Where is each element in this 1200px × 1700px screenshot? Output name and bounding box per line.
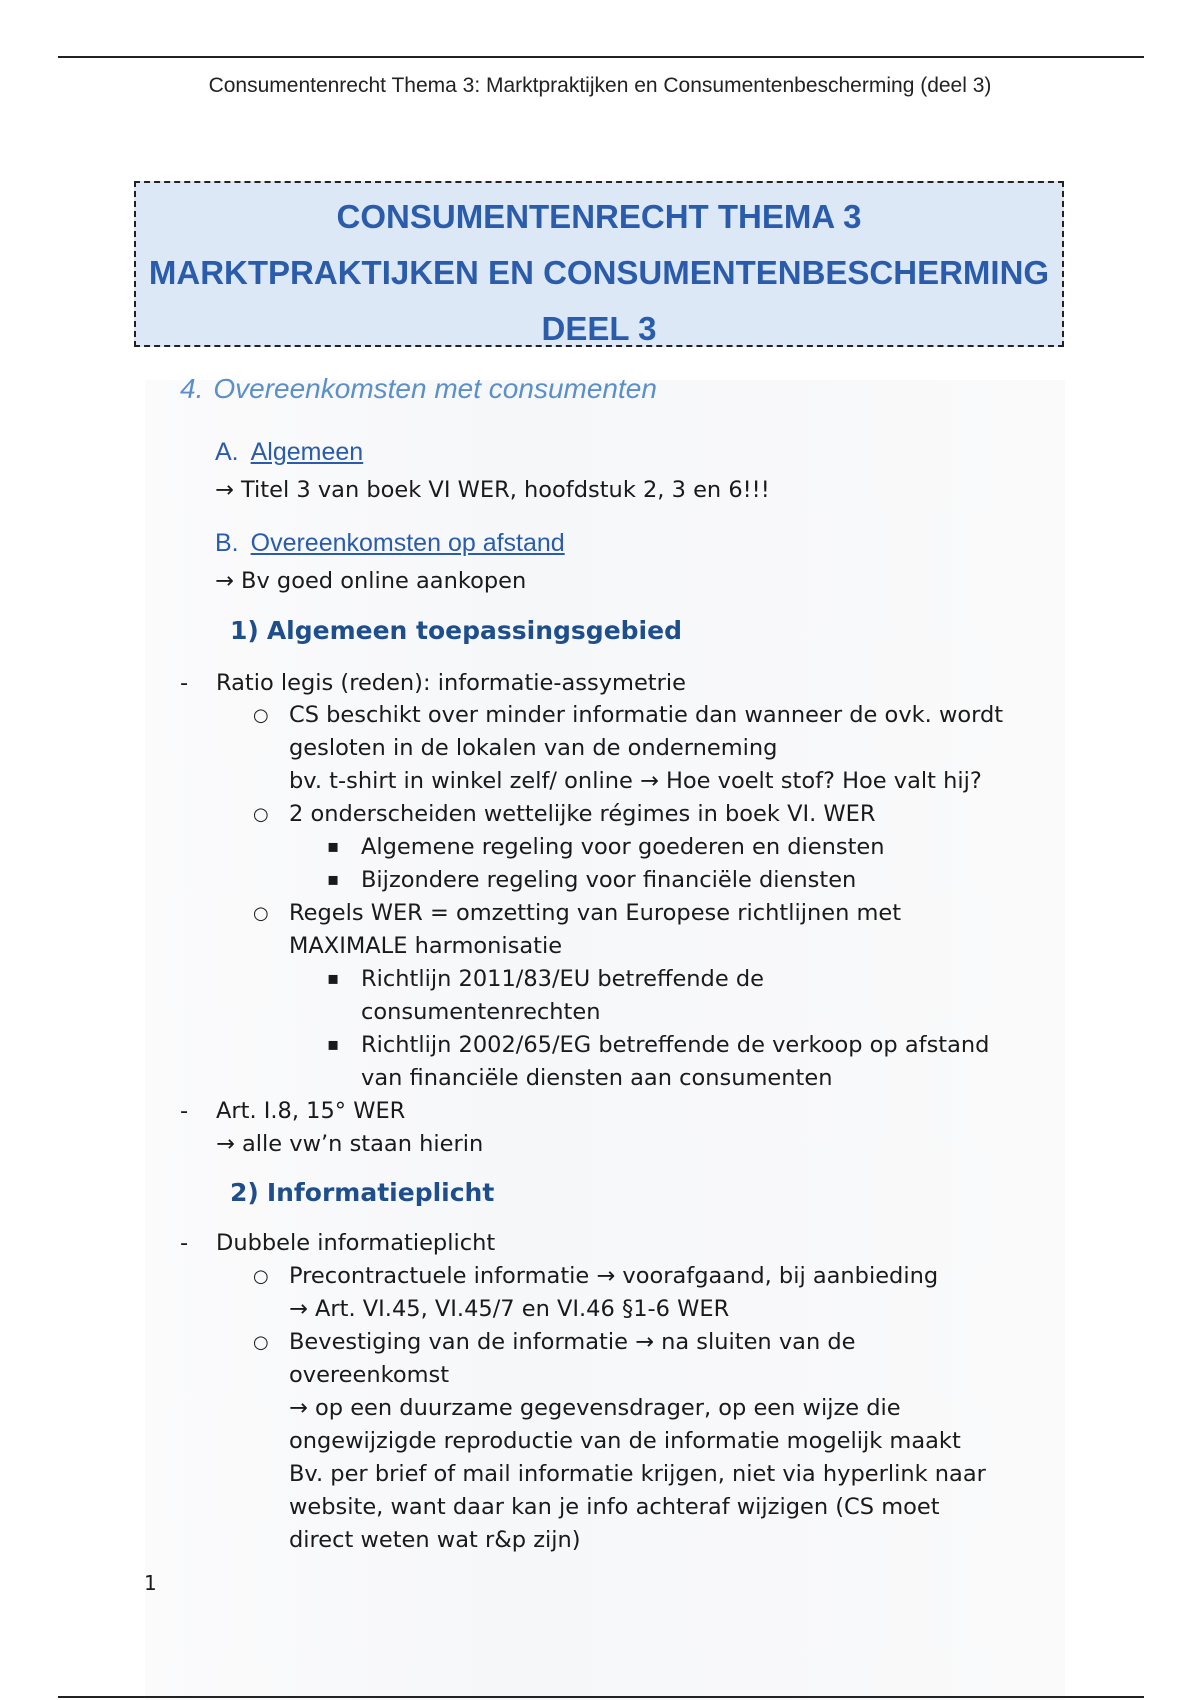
title-line-2: MARKTPRAKTIJKEN EN CONSUMENTENBESCHERMING: [148, 254, 1050, 291]
richtlijn-1-line-2: consumentenrechten: [361, 999, 601, 1025]
regime-b-text: Bijzondere regeling voor financiële diensten: [361, 867, 857, 893]
square-bullet: ▪: [327, 1034, 340, 1055]
circle-bullet: ○: [253, 1332, 269, 1353]
running-header: Consumentenrecht Thema 3: Marktpraktijken en Consumentenbescherming (deel 3): [208, 74, 992, 97]
cs-text-line-1: CS beschikt over minder informatie dan wanneer de ovk. wordt: [289, 702, 1004, 728]
title-line-1: CONSUMENTENRECHT THEMA 3: [336, 198, 862, 235]
ratio-legis-text: Ratio legis (reden): informatie-assymetrie: [216, 670, 686, 696]
circle-bullet: ○: [253, 903, 269, 924]
richtlijn-2-line-2: van financiële diensten aan consumenten: [361, 1065, 833, 1091]
bevestiging-line-2: overeenkomst: [289, 1362, 450, 1388]
bevestiging-line-3: → op een duurzame gegevensdrager, op een wijze die: [289, 1395, 901, 1421]
heading-algemeen-toepassingsgebied: [230, 616, 682, 645]
richtlijn-2-line-1: Richtlijn 2002/65/EG betreffende de verkoop op afstand: [361, 1032, 990, 1058]
dash-bullet: -: [180, 670, 189, 696]
header-rule: [58, 56, 1144, 58]
section-title: Overeenkomsten met consumenten: [213, 373, 657, 404]
richtlijn-1-line-1: Richtlijn 2011/83/EU betreffende de: [361, 966, 764, 992]
regels-text-line-1: Regels WER = omzetting van Europese richtlijnen met: [289, 900, 902, 926]
art-text-line-2: → alle vw’n staan hierin: [216, 1131, 484, 1157]
subsection-b-note: → Bv goed online aankopen: [215, 568, 527, 594]
heading-2-number: 2): [230, 1178, 259, 1207]
regimes-text: 2 onderscheiden wettelijke régimes in boek VI. WER: [289, 801, 876, 827]
square-bullet: ▪: [327, 836, 340, 857]
circle-bullet: ○: [253, 804, 269, 825]
bevestiging-line-4: ongewijzigde reproductie van de informatie mogelijk maakt: [289, 1428, 961, 1454]
dash-bullet: -: [180, 1230, 189, 1256]
regels-text-line-2: MAXIMALE harmonisatie: [289, 933, 563, 959]
precontract-line-2: → Art. VI.45, VI.45/7 en VI.46 §1-6 WER: [289, 1296, 730, 1322]
cs-text-line-2: gesloten in de lokalen van de onderneming: [289, 735, 778, 761]
section-number: 4.: [180, 373, 204, 404]
cs-text-line-3: bv. t-shirt in winkel zelf/ online → Hoe voelt stof? Hoe valt hij?: [289, 768, 982, 794]
section-heading: [180, 373, 657, 405]
subsection-a-label: Algemeen: [250, 438, 364, 466]
heading-1-number: 1): [230, 616, 259, 645]
regime-a-text: Algemene regeling voor goederen en diensten: [361, 834, 885, 860]
subsection-b-heading: [215, 529, 565, 558]
title-box: [134, 181, 1064, 347]
heading-informatieplicht: [230, 1178, 494, 1207]
art-text-line-1: Art. I.8, 15° WER: [216, 1098, 406, 1124]
heading-1-title: Algemeen toepassingsgebied: [266, 616, 682, 645]
dash-bullet: -: [180, 1098, 189, 1124]
dubbele-informatieplicht-text: Dubbele informatieplicht: [216, 1230, 496, 1256]
subsection-a-note: → Titel 3 van boek VI WER, hoofdstuk 2, 3 en 6!!!: [215, 477, 770, 503]
square-bullet: ▪: [327, 968, 340, 989]
bevestiging-line-7: direct weten wat r&p zijn): [289, 1527, 581, 1553]
circle-bullet: ○: [253, 705, 269, 726]
subsection-b-letter: B.: [215, 529, 239, 557]
bevestiging-line-1: Bevestiging van de informatie → na sluiten van de: [289, 1329, 856, 1355]
footer-rule: [58, 1696, 1144, 1698]
subsection-b-label: Overeenkomsten op afstand: [250, 529, 565, 557]
bevestiging-line-5: Bv. per brief of mail informatie krijgen, niet via hyperlink naar: [289, 1461, 986, 1487]
subsection-a-heading: [215, 438, 363, 467]
circle-bullet: ○: [253, 1266, 269, 1287]
precontract-line-1: Precontractuele informatie → voorafgaand, bij aanbieding: [289, 1263, 939, 1289]
title-line-3: DEEL 3: [541, 310, 657, 347]
bevestiging-line-6: website, want daar kan je info achteraf wijzigen (CS moet: [289, 1494, 940, 1520]
page-number: 1: [144, 1571, 157, 1595]
subsection-a-letter: A.: [215, 438, 239, 466]
square-bullet: ▪: [327, 869, 340, 890]
heading-2-title: Informatieplicht: [266, 1178, 495, 1207]
